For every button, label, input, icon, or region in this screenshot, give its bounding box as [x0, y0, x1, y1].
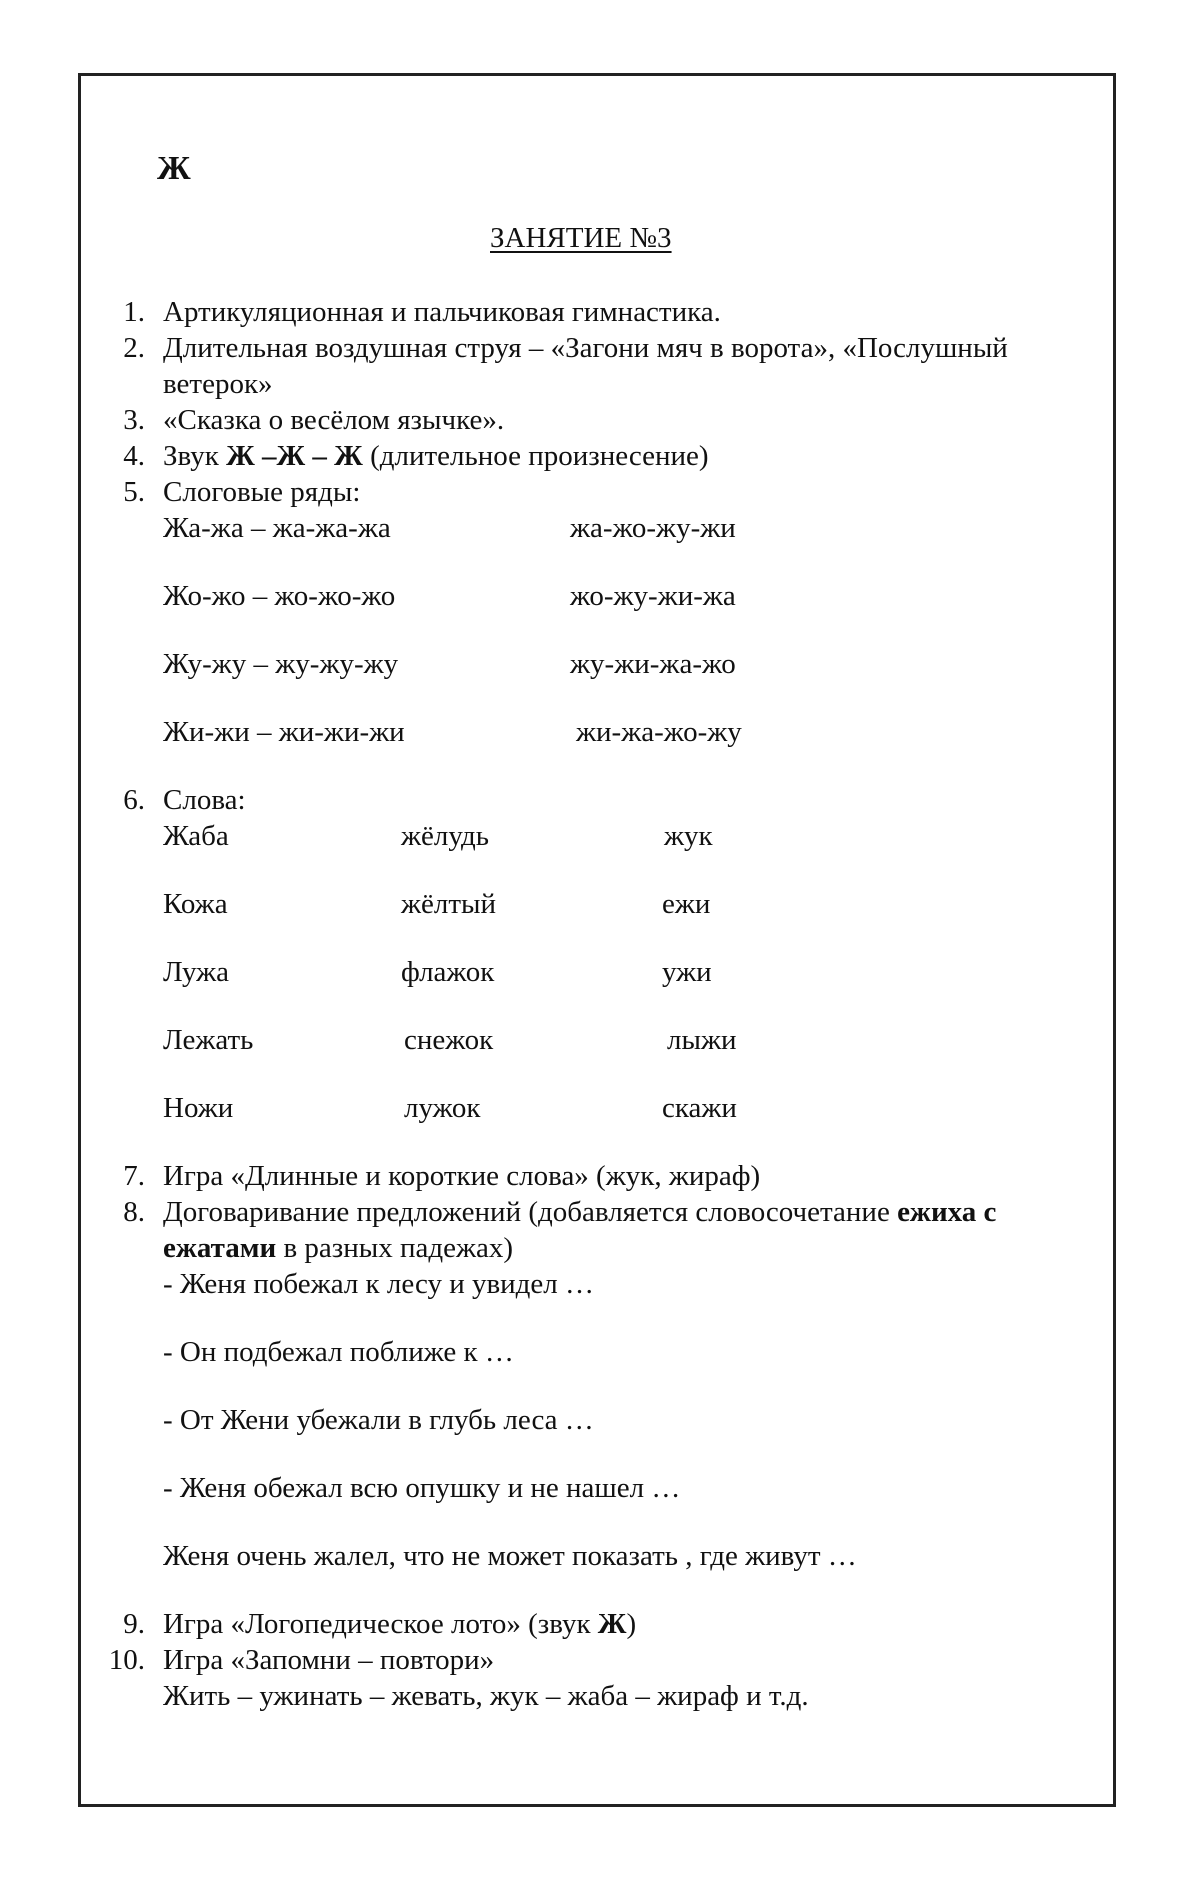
item-number: 10. — [108, 1644, 145, 1676]
word: Жаба — [163, 820, 229, 852]
word: снежок — [404, 1024, 494, 1056]
word: Лежать — [163, 1024, 254, 1056]
page-title: ЗАНЯТИЕ №3 — [490, 222, 672, 254]
sentence: - Женя обежал всю опушку и не нашел … — [163, 1472, 681, 1504]
syllable-row: Жи-жи – жи-жи-жи — [163, 716, 405, 748]
syllable-row: жу-жи-жа-жо — [570, 648, 736, 680]
word: жёлтый — [401, 888, 497, 920]
item-number: 5. — [123, 476, 145, 508]
word: лыжи — [667, 1024, 737, 1056]
item-number: 8. — [123, 1196, 145, 1228]
item-text: Слова: — [163, 784, 246, 816]
syllable-row: жи-жа-жо-жу — [576, 716, 742, 748]
word: жёлудь — [401, 820, 490, 852]
item-text: Слоговые ряды: — [163, 476, 361, 508]
item-number: 2. — [123, 332, 145, 364]
item-text: Длительная воздушная струя – «Загони мяч в ворота», «Послушный — [163, 332, 1008, 364]
item-number: 4. — [123, 440, 145, 472]
sentence: - От Жени убежали в глубь леса … — [163, 1404, 594, 1436]
bold-phrase: ежиха с — [897, 1196, 997, 1228]
item-text: «Сказка о весёлом язычке». — [163, 404, 505, 436]
bold-phrase: ежатами — [163, 1232, 277, 1264]
syllable-row: жа-жо-жу-жи — [570, 512, 736, 544]
item-text: ежатами в разных падежах) — [163, 1232, 514, 1264]
item-number: 6. — [123, 784, 145, 816]
item-number: 9. — [123, 1608, 145, 1640]
word: ежи — [662, 888, 711, 920]
word: жук — [664, 820, 713, 852]
word: Ножи — [163, 1092, 234, 1124]
syllable-row: Жу-жу – жу-жу-жу — [163, 648, 399, 680]
sentence: - Он подбежал поближе к … — [163, 1336, 514, 1368]
word: флажок — [401, 956, 495, 988]
sound-letter: Ж — [157, 150, 191, 187]
bold-sound: Ж –Ж – Ж — [226, 440, 363, 472]
bold-sound: Ж — [597, 1608, 627, 1640]
syllable-row: Жа-жа – жа-жа-жа — [163, 512, 391, 544]
sentence: - Женя побежал к лесу и увидел … — [163, 1268, 595, 1300]
item-number: 7. — [123, 1160, 145, 1192]
word: Кожа — [163, 888, 228, 920]
item-text: Артикуляционная и пальчиковая гимнастика. — [163, 296, 721, 328]
syllable-row: жо-жу-жи-жа — [570, 580, 736, 612]
word: Лужа — [163, 956, 229, 988]
word: ужи — [662, 956, 712, 988]
item-text: Игра «Логопедическое лото» (звук Ж) — [163, 1608, 637, 1640]
item-text: Звук Ж –Ж – Ж (длительное произнесение) — [163, 440, 709, 472]
word: лужок — [404, 1092, 481, 1124]
item-text: ветерок» — [163, 368, 273, 400]
item-text: Игра «Запомни – повтори» — [163, 1644, 495, 1676]
item-text: Жить – ужинать – жевать, жук – жаба – жираф и т.д. — [163, 1680, 809, 1712]
item-number: 3. — [123, 404, 145, 436]
item-text: Игра «Длинные и короткие слова» (жук, жираф) — [163, 1160, 761, 1192]
word: скажи — [662, 1092, 737, 1124]
item-text: Договаривание предложений (добавляется словосочетание ежиха с — [163, 1196, 997, 1228]
item-number: 1. — [123, 296, 145, 328]
syllable-row: Жо-жо – жо-жо-жо — [163, 580, 396, 612]
sentence: Женя очень жалел, что не может показать , где живут … — [163, 1540, 857, 1572]
